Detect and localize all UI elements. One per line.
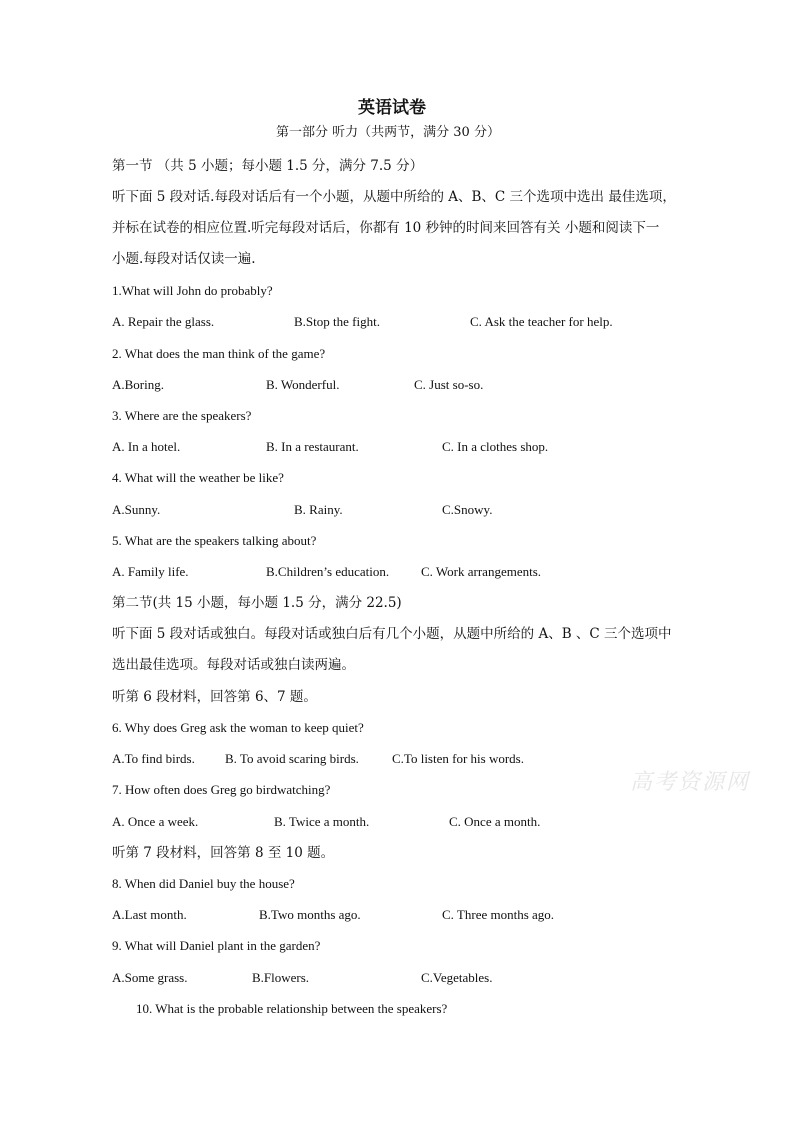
- q7-option-b: B. Twice a month.: [274, 814, 370, 829]
- q2-option-a: A.Boring.: [112, 377, 164, 392]
- section1-instruction-line2: 并标在试卷的相应位置.听完每段对话后，你都有 10 秒钟的时间来回答有关 小题和阅读下一: [112, 220, 660, 236]
- q4-option-c: C.Snowy.: [442, 502, 493, 517]
- q4-option-b: B. Rainy.: [294, 502, 343, 517]
- q2-option-b: B. Wonderful.: [266, 377, 340, 392]
- section2-heading: 第二节(共 15 小题，每小题 1.5 分，满分 22.5): [112, 595, 402, 611]
- material-6-heading: 听第 6 段材料，回答第 6、7 题。: [112, 689, 317, 705]
- q9-option-a: A.Some grass.: [112, 970, 188, 985]
- q1-option-b: B.Stop the fight.: [294, 314, 380, 329]
- q5-option-a: A. Family life.: [112, 564, 189, 579]
- question-4: 4. What will the weather be like?: [112, 470, 284, 485]
- q6-option-c: C.To listen for his words.: [392, 751, 524, 766]
- section2-instruction-line2: 选出最佳选项。每段对话或独白读两遍。: [112, 657, 355, 673]
- q2-option-c: C. Just so-so.: [414, 377, 484, 392]
- q8-option-a: A.Last month.: [112, 907, 187, 922]
- q3-option-b: B. In a restaurant.: [266, 439, 359, 454]
- question-5: 5. What are the speakers talking about?: [112, 533, 317, 548]
- part-header: 第一部分 听力（共两节，满分 30 分）: [276, 125, 500, 140]
- material-7-heading: 听第 7 段材料，回答第 8 至 10 题。: [112, 845, 335, 861]
- q7-option-c: C. Once a month.: [449, 814, 541, 829]
- q9-option-b: B.Flowers.: [252, 970, 310, 985]
- q3-option-c: C. In a clothes shop.: [442, 439, 549, 454]
- q9-option-c: C.Vegetables.: [421, 970, 493, 985]
- q3-option-a: A. In a hotel.: [112, 439, 181, 454]
- q6-option-a: A.To find birds.: [112, 751, 195, 766]
- q5-option-b: B.Children’s education.: [266, 564, 390, 579]
- exam-title: 英语试卷: [358, 98, 426, 118]
- q1-option-a: A. Repair the glass.: [112, 314, 215, 329]
- question-10: 10. What is the probable relationship between the speakers?: [136, 1001, 448, 1016]
- q6-option-b: B. To avoid scaring birds.: [225, 751, 359, 766]
- q8-option-b: B.Two months ago.: [259, 907, 361, 922]
- question-9: 9. What will Daniel plant in the garden?: [112, 938, 321, 953]
- q5-option-c: C. Work arrangements.: [421, 564, 542, 579]
- q8-option-c: C. Three months ago.: [442, 907, 555, 922]
- question-7: 7. How often does Greg go birdwatching?: [112, 782, 331, 797]
- question-6: 6. Why does Greg ask the woman to keep quiet?: [112, 720, 364, 735]
- watermark: 高考资源网: [630, 770, 751, 795]
- question-1: 1.What will John do probably?: [112, 283, 273, 298]
- section1-heading: 第一节 （共 5 小题；每小题 1.5 分，满分 7.5 分）: [112, 158, 424, 174]
- question-3: 3. Where are the speakers?: [112, 408, 252, 423]
- question-8: 8. When did Daniel buy the house?: [112, 876, 295, 891]
- section2-instruction-line1: 听下面 5 段对话或独白。每段对话或独白后有几个小题，从题中所给的 A、B 、C 三个选项中: [112, 626, 672, 642]
- section1-instruction-line3: 小题.每段对话仅读一遍.: [112, 251, 256, 267]
- q4-option-a: A.Sunny.: [112, 502, 161, 517]
- q7-option-a: A. Once a week.: [112, 814, 199, 829]
- section1-instruction-line1: 听下面 5 段对话.每段对话后有一个小题，从题中所给的 A、B、C 三个选项中选出 最佳选项，: [112, 189, 676, 205]
- q1-option-c: C. Ask the teacher for help.: [470, 314, 613, 329]
- question-2: 2. What does the man think of the game?: [112, 346, 326, 361]
